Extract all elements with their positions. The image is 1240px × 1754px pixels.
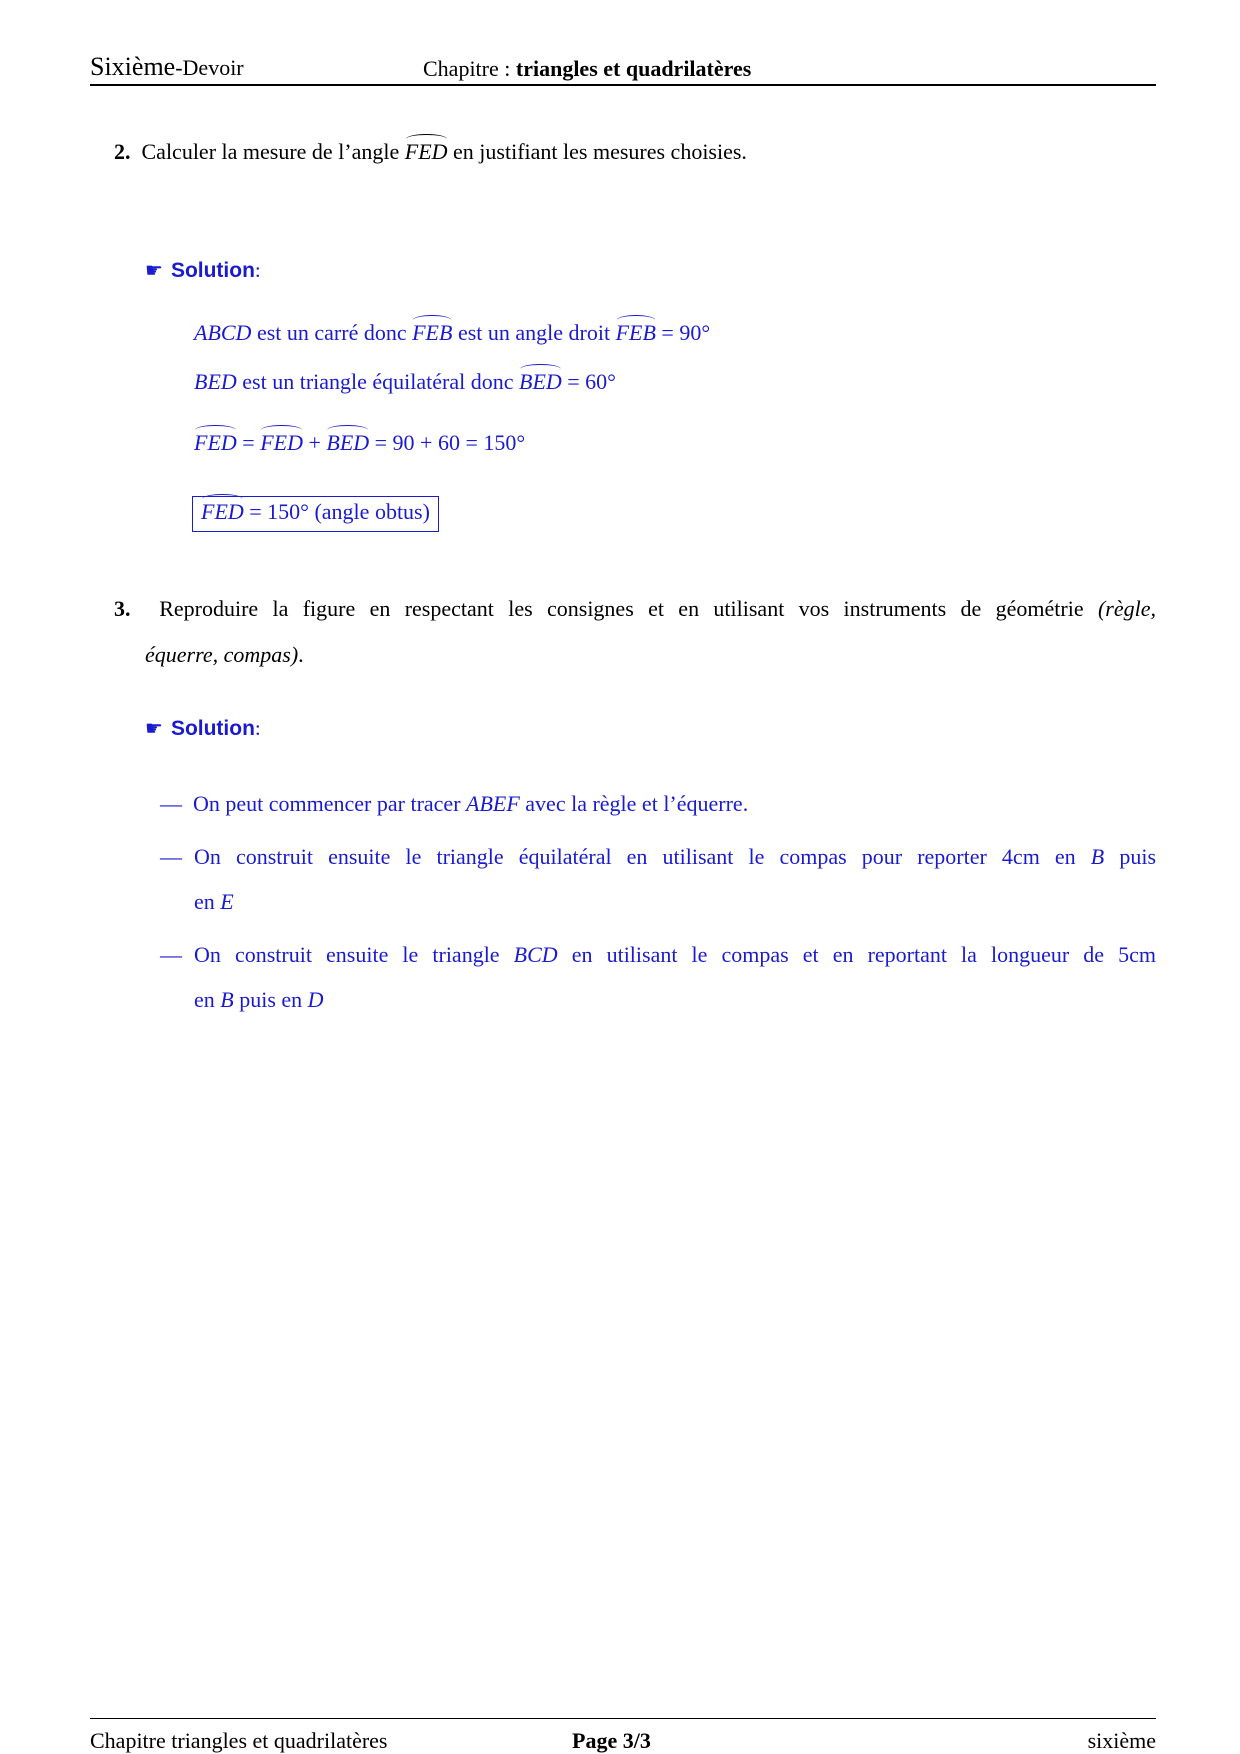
list-item-dash: — (160, 844, 182, 869)
question-3-line-1: 3. Reproduire la figure en respectant les consignes et en utilisant vos instruments de géométrie (règle, (114, 596, 1156, 621)
solution-heading: ☛ Solution: (145, 258, 261, 282)
solution-line-3: FED = FED + BED = 90 + 60 = 150° (194, 430, 526, 455)
footer-chapter: Chapitre triangles et quadrilatères (90, 1728, 388, 1753)
list-item-dash: — (160, 942, 182, 967)
list-item: — On peut commencer par tracer ABEF avec la règle et l’équerre. (160, 791, 749, 816)
question-3-line-2: équerre, compas). (145, 642, 304, 667)
page-number: Page 3/3 (572, 1728, 651, 1753)
list-item-continuation: en E (194, 889, 234, 914)
solution-line-2: BED est un triangle équilatéral donc BED = 60° (194, 369, 616, 394)
header-rule (90, 84, 1156, 86)
header-chapter: Chapitre : triangles et quadrilatères (423, 56, 752, 81)
solution-heading-2: ☛ Solution: (145, 716, 261, 740)
list-item-continuation: en B puis en D (194, 987, 324, 1012)
pointing-hand-icon: ☛ (145, 718, 163, 740)
pointing-hand-icon: ☛ (145, 260, 163, 282)
list-item: On construit ensuite le triangle BCD en utilisant le compas et en reportant la longueur de 5cm (194, 942, 1156, 967)
solution-result-box: FED = 150° (angle obtus) (192, 496, 439, 532)
footer-level: sixième (1087, 1728, 1156, 1753)
solution-line-1: ABCD est un carré donc FEB est un angle droit FEB = 90° (194, 320, 711, 345)
header-title: Sixième-Devoir (90, 52, 244, 81)
question-2: 2. Calculer la mesure de l’angle FED en justifiant les mesures choisies. (114, 139, 747, 164)
list-item: On construit ensuite le triangle équilatéral en utilisant le compas pour reporter 4cm en B puis (194, 844, 1157, 869)
footer-rule (90, 1718, 1156, 1719)
